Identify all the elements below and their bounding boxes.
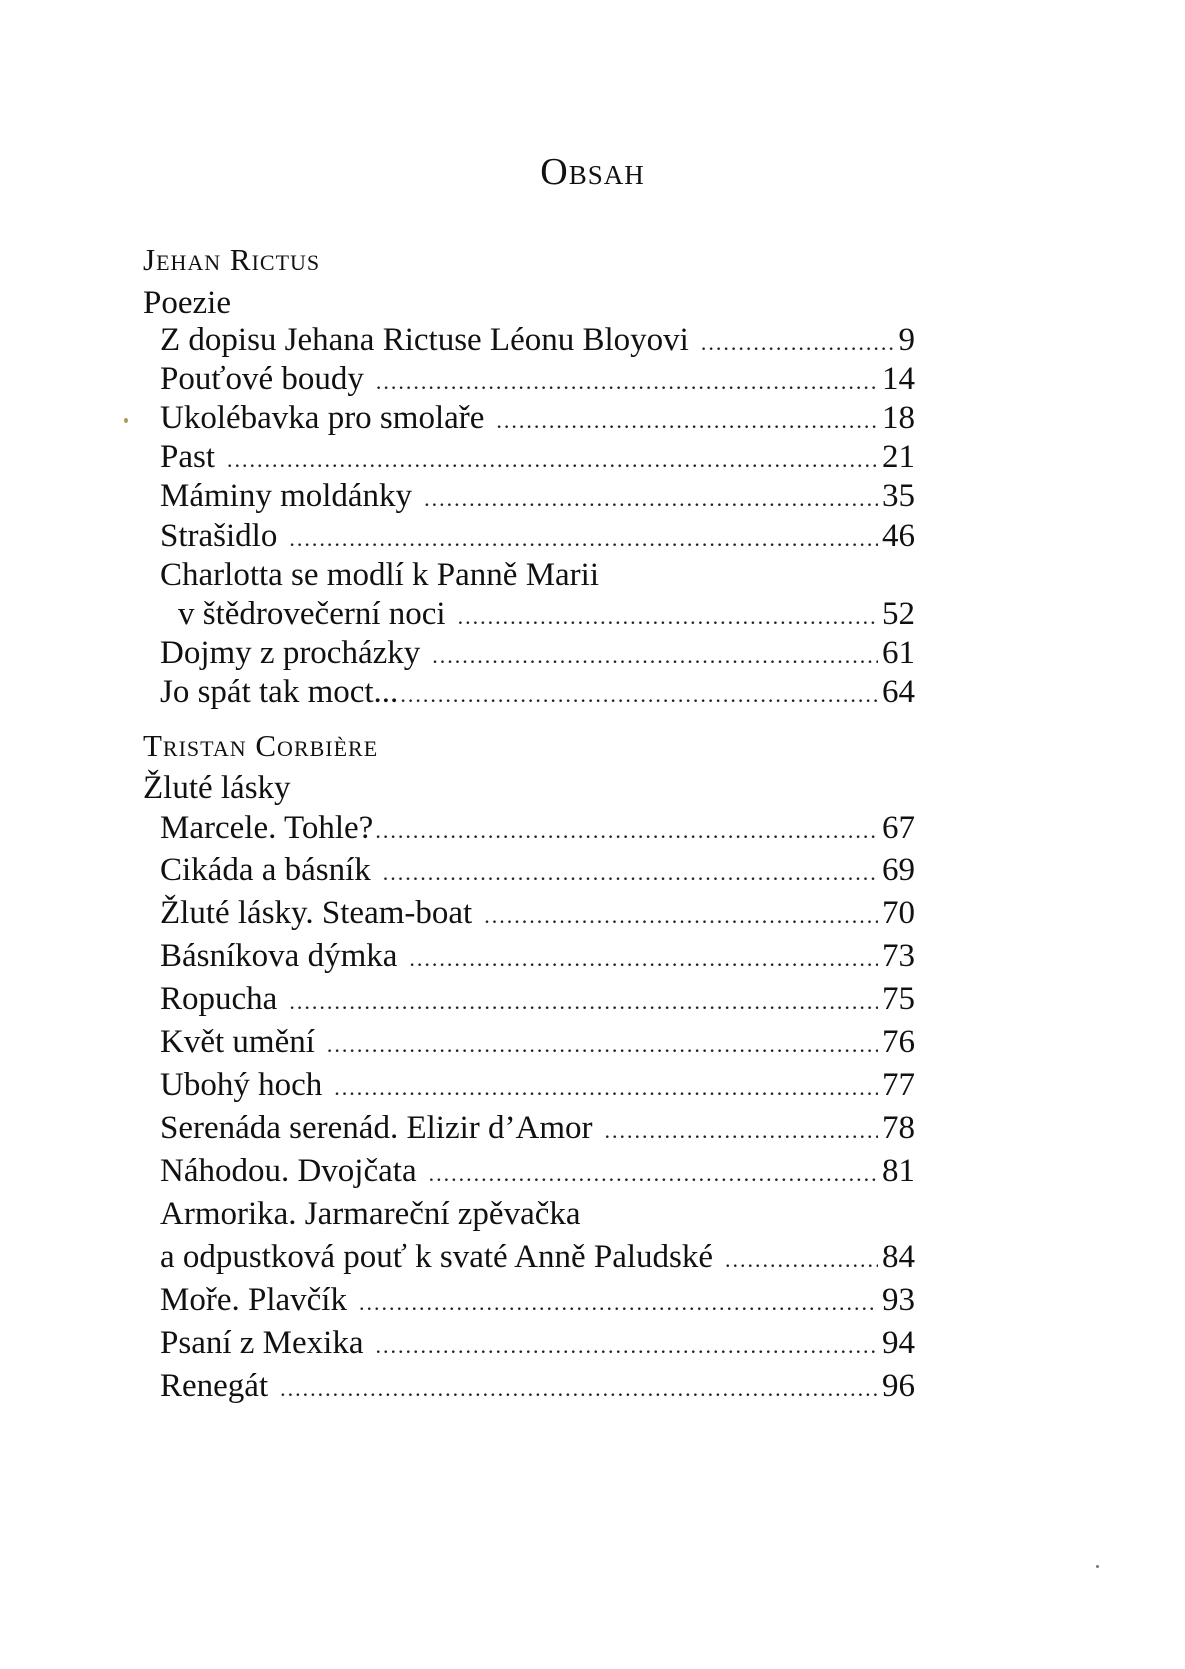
- toc-entry-title: Marcele. Tohle?: [160, 810, 374, 846]
- toc-entry[interactable]: [160, 1237, 915, 1280]
- toc-entry-page: 69: [882, 852, 915, 888]
- toc-entry-title: a odpustková pouť k svaté Anně Paludské: [160, 1239, 714, 1275]
- toc-entry[interactable]: [160, 808, 915, 851]
- toc-entry-title-line1[interactable]: Armorika. Jarmareční zpěvačka: [160, 1196, 581, 1232]
- author-heading: Tristan Corbière: [143, 728, 379, 763]
- toc-entry-page: 70: [882, 895, 915, 931]
- toc-entry-title: Moře. Plavčík: [160, 1282, 347, 1318]
- page-title: Obsah: [540, 151, 645, 193]
- toc-entry[interactable]: [160, 1366, 915, 1409]
- toc-entry-page: 96: [882, 1368, 915, 1404]
- dot-leader: [227, 440, 878, 480]
- toc-entry[interactable]: [160, 633, 915, 676]
- toc-entry-title: Past: [160, 439, 216, 475]
- toc-entry-title: Básníkova dýmka: [160, 938, 398, 974]
- author-heading: Jehan Rictus: [143, 242, 321, 277]
- toc-entry[interactable]: [160, 359, 915, 402]
- toc-entry-page: 14: [882, 361, 915, 397]
- toc-entry-title: Ubohý hoch: [160, 1067, 323, 1103]
- toc-entry-page: 84: [882, 1239, 915, 1275]
- toc-entry-title: Pouťové boudy: [160, 361, 364, 397]
- toc-entry[interactable]: [160, 476, 915, 519]
- toc-entry[interactable]: [160, 320, 915, 363]
- toc-entry-title: v štědrovečerní noci: [178, 596, 446, 632]
- toc-entry-title: Psaní z Mexika: [160, 1325, 364, 1361]
- toc-entry-title: Ropucha: [160, 981, 278, 1017]
- toc-entry-title: Květ umění: [160, 1024, 315, 1060]
- toc-entry-title: Z dopisu Jehana Rictuse Léonu Bloyovi: [160, 322, 689, 358]
- toc-entry[interactable]: [160, 672, 915, 715]
- toc-entry[interactable]: [160, 1323, 915, 1366]
- toc-entry-page: 77: [882, 1067, 915, 1103]
- toc-entry-page: 81: [882, 1153, 915, 1189]
- collection-heading: Žluté lásky: [143, 770, 291, 806]
- dot-leader: [458, 597, 878, 637]
- toc-entry-page: 18: [882, 400, 915, 436]
- toc-entry[interactable]: [160, 437, 915, 480]
- toc-entry-page: 21: [882, 439, 915, 475]
- dot-leader: [280, 1369, 878, 1409]
- toc-entry[interactable]: [160, 516, 915, 559]
- toc-entry-page: 52: [882, 596, 915, 632]
- toc-entry-title: Jo spát tak moct...: [160, 674, 399, 710]
- collection-heading: Poezie: [143, 285, 231, 321]
- toc-entry-page: 35: [882, 478, 915, 514]
- toc-entry-title-line1[interactable]: Charlotta se modlí k Panně Marii: [160, 557, 600, 593]
- dot-leader: [409, 939, 878, 979]
- toc-entry[interactable]: [178, 594, 915, 637]
- toc-entry-page: 93: [882, 1282, 915, 1318]
- dot-leader: [484, 896, 878, 936]
- toc-entry[interactable]: [160, 1108, 915, 1151]
- dot-leader: [376, 362, 878, 402]
- toc-entry-title: Dojmy z procházky: [160, 635, 421, 671]
- dot-leader: [327, 1025, 878, 1065]
- dot-leader: [432, 636, 878, 676]
- toc-entry-page: 78: [882, 1110, 915, 1146]
- dot-leader: [400, 675, 878, 715]
- dot-leader: [496, 401, 878, 441]
- toc-entry-title: Serenáda serenád. Elizir d’Amor: [160, 1110, 593, 1146]
- dot-leader: [383, 853, 878, 893]
- toc-entry-title: Náhodou. Dvojčata: [160, 1153, 417, 1189]
- dot-leader: [429, 1154, 878, 1194]
- toc-entry-page: 61: [882, 635, 915, 671]
- dot-leader: [725, 1240, 878, 1280]
- dot-leader: [359, 1283, 878, 1323]
- toc-entry-title: Strašidlo: [160, 518, 278, 554]
- dot-leader: [289, 519, 878, 559]
- toc-entry-page: 94: [882, 1325, 915, 1361]
- toc-entry-page: 46: [882, 518, 915, 554]
- toc-entry-title: Ukolébavka pro smolaře: [160, 400, 485, 436]
- toc-entry[interactable]: [160, 850, 915, 893]
- scan-speck: [1096, 1565, 1099, 1568]
- toc-entry[interactable]: [160, 1065, 915, 1108]
- scan-speck: [124, 418, 128, 423]
- toc-entry-title: Renegát: [160, 1368, 269, 1404]
- toc-entry[interactable]: [160, 893, 915, 936]
- toc-entry-page: 76: [882, 1024, 915, 1060]
- dot-leader: [289, 982, 878, 1022]
- toc-entry[interactable]: [160, 936, 915, 979]
- toc-entry-title: Máminy moldánky: [160, 478, 413, 514]
- toc-entry[interactable]: [160, 979, 915, 1022]
- dot-leader: [375, 1326, 878, 1366]
- toc-entry-page: 73: [882, 938, 915, 974]
- toc-entry-page: 9: [898, 322, 915, 358]
- toc-entry-title: Žluté lásky. Steam-boat: [160, 895, 473, 931]
- toc-entry[interactable]: [160, 1022, 915, 1065]
- toc-entry[interactable]: [160, 1151, 915, 1194]
- dot-leader: [701, 323, 895, 363]
- dot-leader: [604, 1111, 878, 1151]
- toc-entry-page: 67: [882, 810, 915, 846]
- dot-leader: [424, 479, 878, 519]
- toc-entry[interactable]: [160, 398, 915, 441]
- dot-leader: [375, 811, 878, 851]
- toc-entry-page: 64: [882, 674, 915, 710]
- toc-entry-title: Cikáda a básník: [160, 852, 371, 888]
- toc-entry-page: 75: [882, 981, 915, 1017]
- toc-entry[interactable]: [160, 1280, 915, 1323]
- dot-leader: [334, 1068, 878, 1108]
